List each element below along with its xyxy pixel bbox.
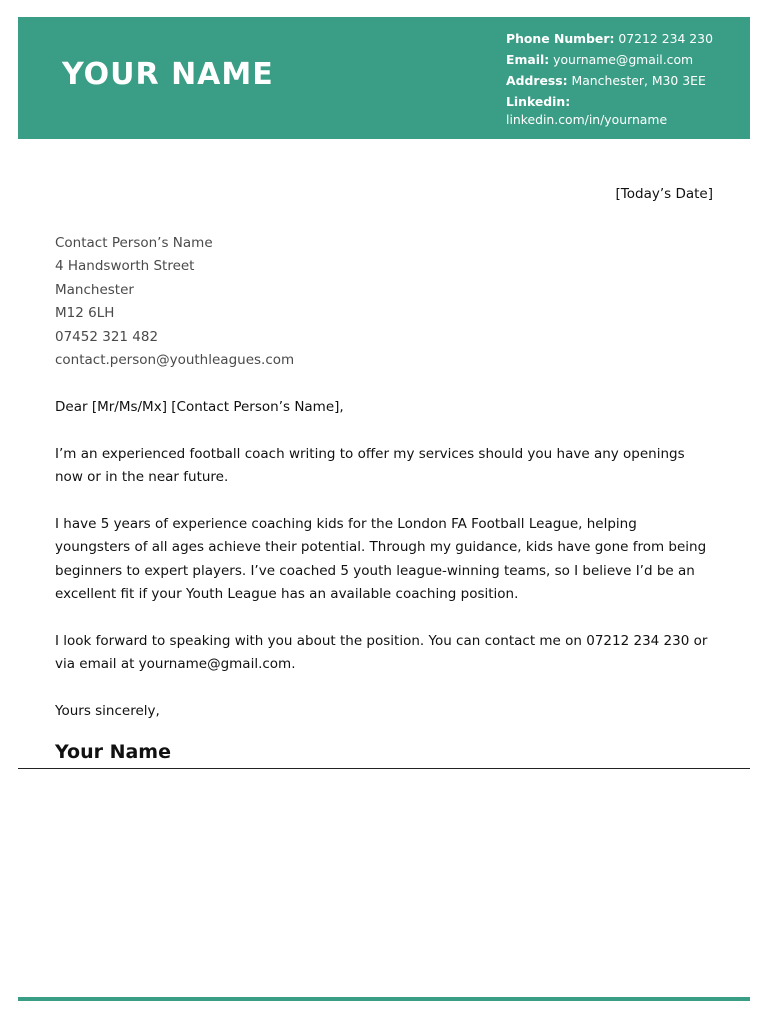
recipient-street: 4 Handsworth Street bbox=[55, 258, 195, 275]
applicant-name-heading: YOUR NAME bbox=[62, 57, 274, 92]
address-line bbox=[506, 70, 746, 91]
email-value: yourname@gmail.com bbox=[553, 52, 694, 67]
body-paragraph-3: I look forward to speaking with you about the position. You can contact me on 07212 234 230 or via email at yourname@gmail.com. bbox=[55, 633, 708, 673]
linkedin-value: linkedin.com/in/yourname bbox=[506, 112, 668, 127]
phone-value: 07212 234 230 bbox=[618, 31, 713, 46]
closing: Yours sincerely, bbox=[55, 703, 160, 720]
address-value: Manchester, M30 3EE bbox=[571, 73, 706, 88]
contact-details bbox=[506, 28, 746, 130]
letter-body bbox=[55, 396, 715, 747]
body-paragraph-2: I have 5 years of experience coaching kids for the London FA Football League, helping youngsters of all ages achieve their potential. Through my guidance, kids have gone from being beginners to expert players. I’ve coached 5 youth league-winning teams, so I believe I’d be an excellent fit if your Youth League has an available coaching position. bbox=[55, 516, 707, 603]
footer-accent-bar bbox=[18, 997, 750, 1001]
header-banner bbox=[18, 17, 750, 139]
salutation: Dear [Mr/Ms/Mx] [Contact Person’s Name], bbox=[55, 399, 344, 415]
address-label: Address: bbox=[506, 73, 568, 88]
letter-date: [Today’s Date] bbox=[615, 186, 713, 202]
phone-line bbox=[506, 28, 746, 49]
linkedin-line bbox=[506, 91, 746, 130]
recipient-name: Contact Person’s Name bbox=[55, 235, 213, 251]
linkedin-label: Linkedin: bbox=[506, 94, 571, 109]
recipient-address-block bbox=[55, 232, 294, 372]
email-line bbox=[506, 49, 746, 70]
signature-name: Your Name bbox=[55, 741, 171, 763]
body-paragraph-1: I’m an experienced football coach writing to offer my services should you have any openings now or in the near future. bbox=[55, 445, 685, 486]
recipient-postcode: M12 6LH bbox=[55, 305, 115, 322]
email-label: Email: bbox=[506, 52, 550, 67]
recipient-phone: 07452 321 482 bbox=[55, 328, 159, 345]
phone-label: Phone Number: bbox=[506, 31, 615, 46]
recipient-city: Manchester bbox=[55, 281, 134, 298]
recipient-email: contact.person@youthleagues.com bbox=[55, 352, 295, 369]
signature-divider bbox=[18, 768, 750, 769]
